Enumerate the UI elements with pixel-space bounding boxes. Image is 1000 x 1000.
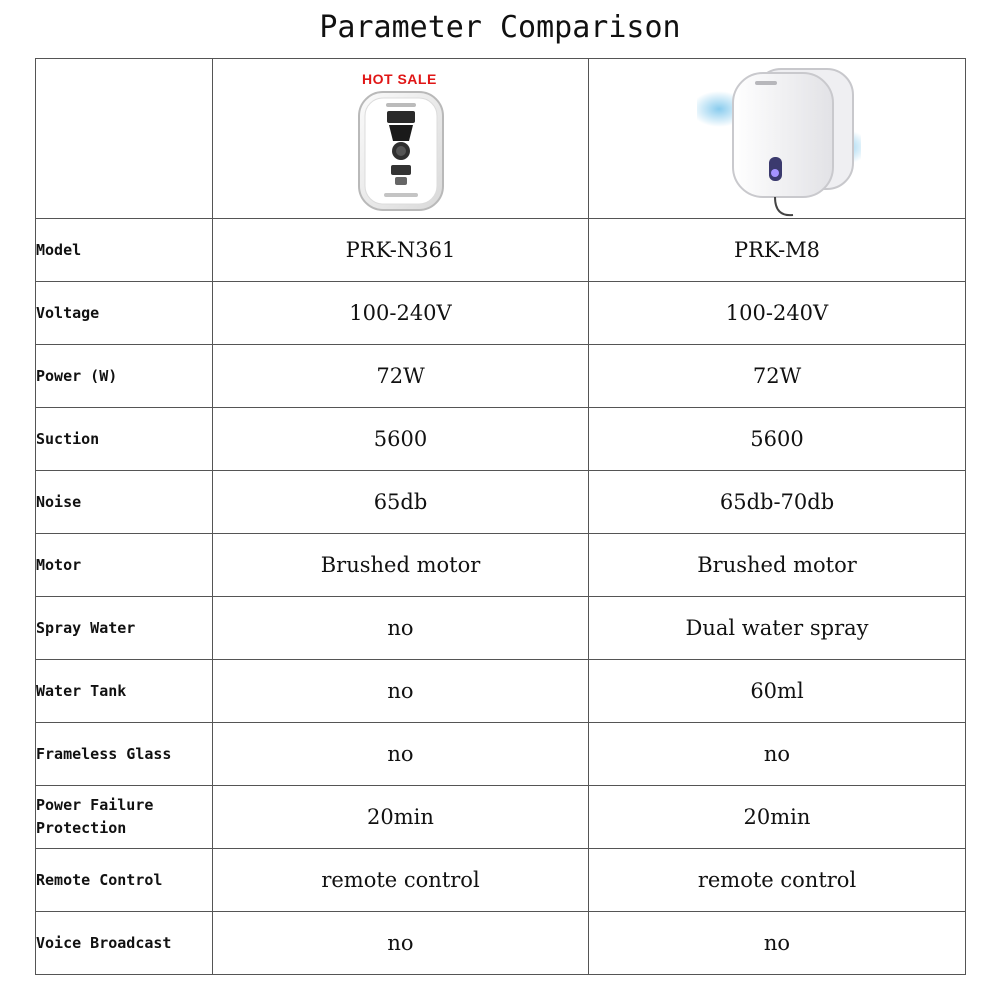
row-label: Voice Broadcast <box>36 912 213 975</box>
hot-sale-badge: HOT SALE <box>362 71 437 87</box>
row-label: Power (W) <box>36 345 213 408</box>
cell-product-a: no <box>213 912 589 975</box>
product-b-image-cell <box>589 59 966 219</box>
cell-product-b: 20min <box>589 786 966 849</box>
row-label: Water Tank <box>36 660 213 723</box>
robot-window-cleaner-square-icon <box>356 89 446 213</box>
cell-product-a: 65db <box>213 471 589 534</box>
row-label-text: Power Failure Protection <box>36 796 154 837</box>
cell-product-b: Dual water spray <box>589 597 966 660</box>
table-row <box>36 408 966 471</box>
cell-product-a: no <box>213 660 589 723</box>
table-row <box>36 912 966 975</box>
table-row <box>36 345 966 408</box>
table-row <box>36 660 966 723</box>
table-row <box>36 723 966 786</box>
row-label: Voltage <box>36 282 213 345</box>
cell-product-a: 72W <box>213 345 589 408</box>
row-label: Noise <box>36 471 213 534</box>
cell-product-a: Brushed motor <box>213 534 589 597</box>
table-row <box>36 219 966 282</box>
product-a-image-cell <box>213 59 589 219</box>
page-title: Parameter Comparison <box>319 10 681 45</box>
table-row <box>36 786 966 849</box>
row-label: Model <box>36 219 213 282</box>
cell-product-a: no <box>213 723 589 786</box>
cell-product-b: 65db-70db <box>589 471 966 534</box>
row-label: Remote Control <box>36 849 213 912</box>
cell-product-a: 20min <box>213 786 589 849</box>
cell-product-a: remote control <box>213 849 589 912</box>
cell-product-b: 60ml <box>589 660 966 723</box>
table-row <box>36 849 966 912</box>
table-row <box>36 597 966 660</box>
cell-product-b: 100-240V <box>589 282 966 345</box>
image-row <box>36 59 966 219</box>
cell-product-b: no <box>589 723 966 786</box>
row-label <box>36 786 213 849</box>
cell-product-a: 5600 <box>213 408 589 471</box>
cell-product-a: 100-240V <box>213 282 589 345</box>
table-row <box>36 534 966 597</box>
cell-product-a: PRK-N361 <box>213 219 589 282</box>
cell-product-a: no <box>213 597 589 660</box>
row-label: Frameless Glass <box>36 723 213 786</box>
comparison-table <box>35 58 966 975</box>
table-row <box>36 282 966 345</box>
cell-product-b: no <box>589 912 966 975</box>
row-label: Suction <box>36 408 213 471</box>
cell-product-b: remote control <box>589 849 966 912</box>
cell-product-b: 72W <box>589 345 966 408</box>
cell-product-b: PRK-M8 <box>589 219 966 282</box>
cell-product-b: 5600 <box>589 408 966 471</box>
table-row <box>36 471 966 534</box>
row-label: Spray Water <box>36 597 213 660</box>
cell-product-b: Brushed motor <box>589 534 966 597</box>
row-label: Motor <box>36 534 213 597</box>
robot-window-cleaner-dual-icon <box>697 61 861 217</box>
empty-header-cell <box>36 59 213 219</box>
